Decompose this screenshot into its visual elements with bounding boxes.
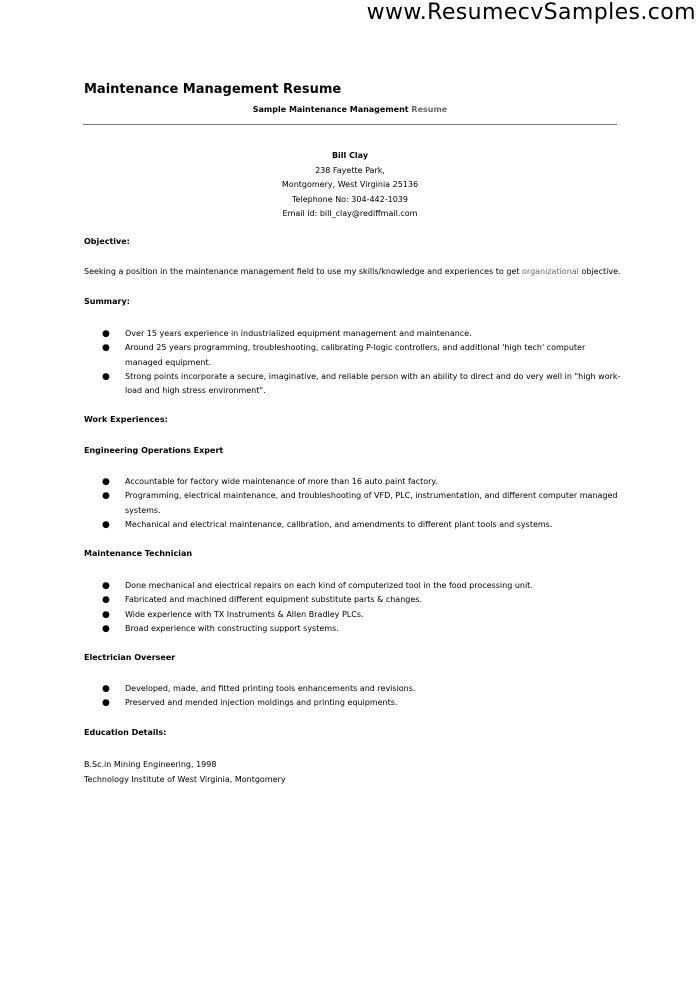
bullet-icon: ● bbox=[102, 477, 110, 487]
list-item bbox=[84, 489, 624, 518]
bullet-icon: ● bbox=[102, 698, 110, 709]
bullet-icon: ● bbox=[102, 581, 110, 591]
list-item bbox=[84, 579, 624, 593]
bullet-icon: ● bbox=[102, 343, 110, 354]
list-item-text: Done mechanical and electrical repairs on each kind of computerized tool in the food processing unit. bbox=[125, 581, 533, 590]
phone-line: Telephone No: 304-442-1039 bbox=[292, 194, 408, 204]
list-item-text: Around 25 years programming, troubleshooting, calibrating P-logic controllers, and additional 'high tech' computer managed equipment. bbox=[125, 343, 586, 367]
email-line: Email id: bill_clay@rediffmail.com bbox=[282, 209, 418, 218]
address-line-1: 238 Fayette Park, bbox=[315, 165, 385, 175]
job-title-electrician-overseer: Electrician Overseer bbox=[84, 653, 176, 662]
list-item bbox=[84, 370, 624, 399]
education-block bbox=[84, 758, 286, 787]
candidate-name: Bill Clay bbox=[331, 151, 369, 160]
resume-subtitle bbox=[0, 105, 700, 114]
bullet-icon: ● bbox=[102, 595, 110, 606]
resume-title: Maintenance Management Resume bbox=[84, 82, 342, 97]
list-item bbox=[84, 622, 624, 636]
objective-highlight: organizational bbox=[522, 267, 579, 276]
bullet-icon: ● bbox=[102, 491, 110, 502]
bullet-icon: ● bbox=[102, 519, 110, 530]
contact-block bbox=[0, 149, 700, 222]
job-1-list bbox=[84, 475, 624, 532]
list-item bbox=[84, 327, 624, 341]
bullet-icon: ● bbox=[102, 371, 110, 382]
list-item-text: Broad experience with constructing support systems. bbox=[125, 623, 339, 633]
address-line-2: Montgomery, West Virginia 25136 bbox=[281, 180, 419, 189]
bullet-icon: ● bbox=[102, 609, 110, 620]
bullet-icon: ● bbox=[102, 329, 110, 339]
job-2-list bbox=[84, 579, 624, 636]
list-item-text: Fabricated and machined different equipment substitute parts & changes. bbox=[125, 595, 422, 605]
list-item bbox=[84, 475, 624, 489]
job-3-list bbox=[84, 682, 624, 711]
objective-text-end: objective. bbox=[581, 267, 621, 276]
bullet-icon: ● bbox=[102, 684, 110, 694]
job-title-maintenance-technician: Maintenance Technician bbox=[84, 549, 193, 558]
list-item bbox=[84, 518, 624, 532]
job-title-engineering-operations: Engineering Operations Expert bbox=[84, 446, 224, 455]
list-item-text: Preserved and mended injection moldings and printing equipments. bbox=[125, 698, 398, 708]
list-item-text: Wide experience with TX Instruments & Allen Bradley PLCs. bbox=[125, 609, 364, 619]
subtitle-main: Sample Maintenance Management bbox=[252, 105, 409, 114]
bullet-icon: ● bbox=[102, 623, 110, 634]
list-item-text: Accountable for factory wide maintenance of more than 16 auto paint factory. bbox=[125, 477, 438, 486]
list-item bbox=[84, 696, 624, 710]
list-item-text: Programming, electrical maintenance, and troubleshooting of VFD, PLC, instrumentation, and different computer managed systems. bbox=[125, 491, 618, 515]
summary-list bbox=[84, 327, 624, 398]
summary-heading: Summary: bbox=[84, 297, 130, 306]
site-url-watermark: www.ResumecvSamples.com bbox=[366, 0, 696, 25]
objective-text-start: Seeking a position in the maintenance management field to use my skills/knowledge and experiences to get bbox=[84, 267, 520, 276]
list-item-text: Developed, made, and fitted printing tools enhancements and revisions. bbox=[125, 684, 416, 693]
list-item-text: Strong points incorporate a secure, imaginative, and reliable person with an ability to direct and do very well in "high work-load and high stress environment". bbox=[125, 371, 621, 396]
objective-text bbox=[84, 267, 621, 276]
header-divider bbox=[83, 124, 617, 125]
list-item bbox=[84, 593, 624, 607]
list-item bbox=[84, 682, 624, 696]
list-item-text: Over 15 years experience in industrialized equipment management and maintenance. bbox=[125, 329, 472, 338]
education-heading: Education Details: bbox=[84, 728, 167, 737]
list-item bbox=[84, 608, 624, 622]
work-heading: Work Experiences: bbox=[84, 415, 168, 424]
list-item-text: Mechanical and electrical maintenance, calibration, and amendments to different plant tools and systems. bbox=[125, 519, 553, 529]
list-item bbox=[84, 341, 624, 370]
objective-heading: Objective: bbox=[84, 237, 130, 246]
education-institute: Technology Institute of West Virginia, Montgomery bbox=[84, 774, 286, 784]
subtitle-tail: Resume bbox=[411, 105, 448, 114]
education-degree: B.Sc.in Mining Engineering, 1998 bbox=[84, 760, 217, 769]
